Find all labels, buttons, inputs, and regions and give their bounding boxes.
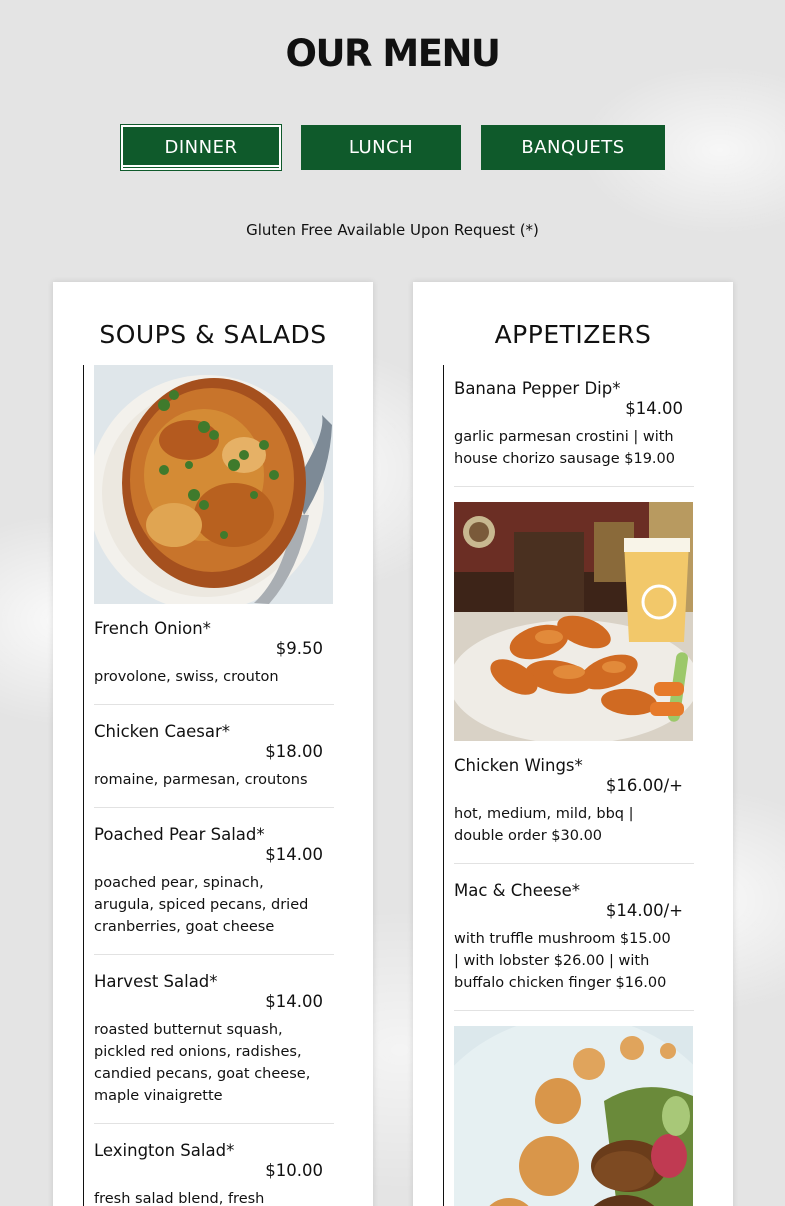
menu-item <box>94 824 334 955</box>
soups-salads-list <box>83 365 343 1206</box>
item-price: $14.00 <box>265 992 323 1011</box>
item-name: Harvest Salad* <box>94 972 218 991</box>
menu-item <box>94 721 334 808</box>
appetizers-card <box>413 282 733 1206</box>
item-description: roasted butternut squash, pickled red onions, radishes, candied pecans, goat cheese, maple vinaigrette <box>94 1022 311 1104</box>
soups-salads-card <box>53 282 373 1206</box>
item-price: $10.00 <box>265 1161 323 1180</box>
item-price: $16.00/+ <box>605 776 683 795</box>
menu-item <box>454 755 694 864</box>
item-name: Lexington Salad* <box>94 1141 235 1160</box>
item-price: $14.00/+ <box>605 901 683 920</box>
tab-banquets[interactable]: BANQUETS <box>481 125 665 170</box>
french-onion-soup-photo <box>94 365 333 604</box>
item-description: romaine, parmesan, croutons <box>94 772 308 788</box>
item-price: $9.50 <box>275 639 323 658</box>
item-description: provolone, swiss, crouton <box>94 669 279 685</box>
menu-item <box>454 378 694 487</box>
item-price: $18.00 <box>265 742 323 761</box>
menu-item <box>454 880 694 1011</box>
chicken-wings-photo <box>454 502 693 741</box>
item-name: Chicken Wings* <box>454 756 583 775</box>
appetizers-list <box>443 365 703 1206</box>
menu-item <box>94 1140 334 1206</box>
item-description: poached pear, spinach, arugula, spiced pecans, dried cranberries, goat cheese <box>94 875 309 935</box>
item-price: $14.00 <box>265 845 323 864</box>
appetizers-title: APPETIZERS <box>494 320 652 349</box>
page-title: OUR MENU <box>285 32 500 75</box>
tab-lunch[interactable]: LUNCH <box>301 125 461 170</box>
tab-dinner[interactable]: DINNER <box>121 125 281 170</box>
soups-salads-title: SOUPS & SALADS <box>99 320 327 349</box>
item-description: hot, medium, mild, bbq | double order $30.00 <box>454 806 634 844</box>
item-name: Mac & Cheese* <box>454 881 581 900</box>
menu-item <box>94 971 334 1124</box>
gluten-free-note: Gluten Free Available Upon Request (*) <box>246 221 539 239</box>
item-name: Banana Pepper Dip* <box>454 379 621 398</box>
item-description: with truffle mushroom $15.00 | with lobster $26.00 | with buffalo chicken finger $16.00 <box>454 931 671 991</box>
item-name: Poached Pear Salad* <box>94 825 265 844</box>
menu-item <box>94 618 334 705</box>
item-name: Chicken Caesar* <box>94 722 230 741</box>
plated-appetizer-photo <box>454 1026 693 1206</box>
menu-tabs <box>0 125 785 170</box>
item-description: fresh salad blend, fresh <box>94 1191 265 1206</box>
item-name: French Onion* <box>94 619 211 638</box>
item-description: garlic parmesan crostini | with house chorizo sausage $19.00 <box>454 429 675 467</box>
item-price: $14.00 <box>625 399 683 418</box>
